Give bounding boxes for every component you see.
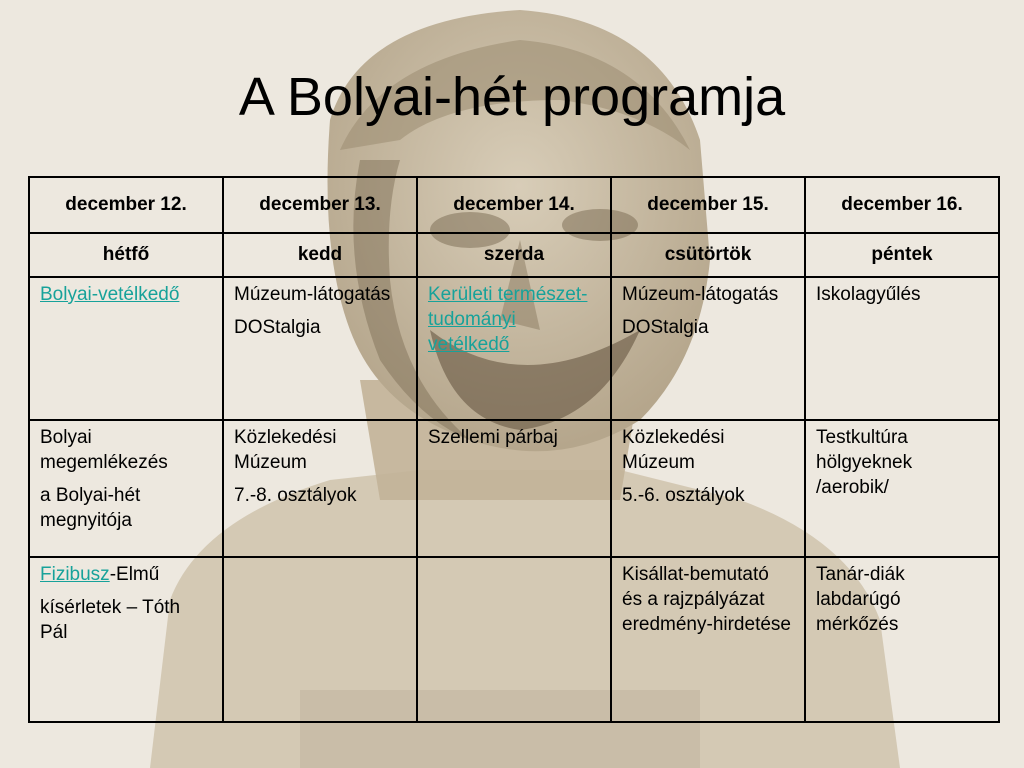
table-cell [805, 277, 999, 420]
table-cell [611, 420, 805, 557]
date-header-cell: december 14. [417, 177, 611, 233]
table-cell [611, 277, 805, 420]
table-cell [417, 420, 611, 557]
table-cell-empty [417, 557, 611, 722]
cell-text: Kisállat-bemutató és a rajzpályázat eredmény-hirdetése [622, 564, 791, 635]
weekday-header-cell: kedd [223, 233, 417, 277]
cell-text: a Bolyai-hét megnyitója [40, 485, 141, 531]
cell-text: Múzeum-látogatás [234, 284, 391, 305]
cell-text: Közlekedési Múzeum [234, 427, 337, 473]
kerueleti-vetelkedo-link[interactable]: Kerületi természet-tudományi vetélkedő [428, 284, 588, 355]
date-header-row [29, 177, 999, 233]
cell-text: Közlekedési Múzeum [622, 427, 725, 473]
cell-text: Múzeum-látogatás [622, 284, 779, 305]
cell-text: 5.-6. osztályok [622, 485, 745, 506]
cell-text: DOStalgia [622, 317, 709, 338]
date-header-cell: december 15. [611, 177, 805, 233]
table-cell-empty [223, 557, 417, 722]
cell-text: Szellemi párbaj [428, 427, 558, 448]
fizibusz-link[interactable]: Fizibusz [40, 564, 110, 585]
cell-text: Testkultúra hölgyeknek /aerobik/ [816, 427, 913, 498]
bolyai-vetelkedo-link[interactable]: Bolyai-vetélkedő [40, 284, 180, 305]
table-cell [805, 420, 999, 557]
table-row [29, 557, 999, 722]
table-cell [611, 557, 805, 722]
table-cell [29, 557, 223, 722]
slide-title: A Bolyai-hét programja [238, 67, 786, 127]
cell-text: -Elmű [109, 564, 160, 585]
weekday-header-cell: hétfő [29, 233, 223, 277]
table-cell [223, 277, 417, 420]
date-header-cell: december 12. [29, 177, 223, 233]
weekday-header-row [29, 233, 999, 277]
cell-text: Tanár-diák labdarúgó mérkőzés [816, 564, 905, 635]
cell-text: Bolyai megemlékezés [40, 427, 168, 473]
table-cell [29, 277, 223, 420]
table-cell [417, 277, 611, 420]
table-row [29, 277, 999, 420]
date-header-cell: december 16. [805, 177, 999, 233]
cell-text: 7.-8. osztályok [234, 485, 357, 506]
table-row [29, 420, 999, 557]
date-header-cell: december 13. [223, 177, 417, 233]
cell-text: DOStalgia [234, 317, 321, 338]
weekday-header-cell: péntek [805, 233, 999, 277]
cell-text: Iskolagyűlés [816, 284, 921, 305]
cell-text: kísérletek – Tóth Pál [40, 597, 181, 643]
table-cell [805, 557, 999, 722]
table-cell [29, 420, 223, 557]
weekday-header-cell: csütörtök [611, 233, 805, 277]
program-table [28, 176, 1000, 723]
table-cell [223, 420, 417, 557]
weekday-header-cell: szerda [417, 233, 611, 277]
